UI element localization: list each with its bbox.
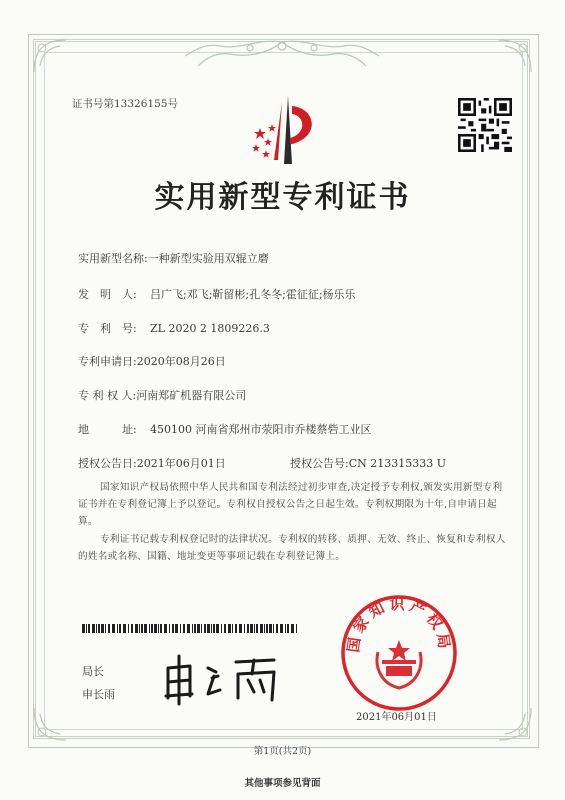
address-value: 450100 河南省郑州市荥阳市乔楼蔡砦工业区 [150,423,372,436]
grant-announcement-date-field [78,455,226,471]
seal-date: 2021年06月01日 [356,712,437,723]
inventors-label: 发 明 人: [78,288,137,301]
patent-number-field [78,320,270,336]
filing-date-label: 专利申请日: [78,355,137,368]
director-title: 局长 [82,665,104,678]
filing-date-field [78,353,226,369]
barcode-icon [82,624,298,633]
patent-number-label: 专 利 号: [78,322,137,335]
utility-model-name-value: 一种新型实验用双辊立磨 [147,252,269,265]
address-field [78,421,372,437]
grant-announcement-number-value: CN 213315333 U [348,457,447,470]
utility-model-name-label: 实用新型名称: [78,252,148,265]
qr-code-icon [458,98,512,152]
legal-status-paragraph: 专利证书记载专利权登记时的法律状况。专利权的转移、质押、无效、终止、恢复和专利权人的姓名或名称、国籍、地址变更等事项记载在专利登记簿上。 [78,534,506,562]
top-ornament [180,36,385,76]
patentee-field [78,387,246,403]
grant-statement-paragraph: 国家知识产权局依照中华人民共和国专利法经过初步审查,决定授予专利权,颁发实用新型专利证书并在专利登记簿上予以登记。专利权自授权公告之日起生效。专利权期限为十年,自申请日起算。 [78,482,503,527]
inventors-value: 吕广飞;邓飞;靳留彬;孔冬冬;霍征征;杨乐乐 [150,288,356,301]
address-label: 地 址: [78,423,137,436]
inventors-field [78,286,356,302]
grant-announcement-number-label: 授权公告号: [290,457,349,470]
certificate-title: 实用新型专利证书 [154,180,411,215]
grant-announcement-date-label: 授权公告日: [78,457,137,470]
corner-ornament-top-right [495,36,535,76]
cnipa-logo-icon [248,94,320,166]
corner-ornament-top-left [30,36,70,76]
page-number: 第1页(共2页) [253,746,312,757]
director-name: 申长雨 [82,688,115,701]
footer-note: 其他事项参见背面 [244,778,321,789]
utility-model-name-field [78,250,269,266]
seal-text: 国家知识产权局 [344,595,454,654]
corner-ornament-bottom-left [30,704,70,744]
corner-ornament-bottom-right [495,704,535,744]
official-seal-icon [338,592,460,714]
grant-announcement-date-value: 2021年06月01日 [136,457,226,470]
director-signature [156,650,296,706]
certificate-number: 证书号第13326155号 [72,98,178,110]
grant-announcement-number-field [290,455,446,471]
patentee-value: 河南郑矿机器有限公司 [136,389,247,402]
patentee-label: 专 利 权 人: [78,389,137,402]
patent-number-value: ZL 2020 2 1809226.3 [150,322,270,335]
filing-date-value: 2020年08月26日 [136,355,226,368]
